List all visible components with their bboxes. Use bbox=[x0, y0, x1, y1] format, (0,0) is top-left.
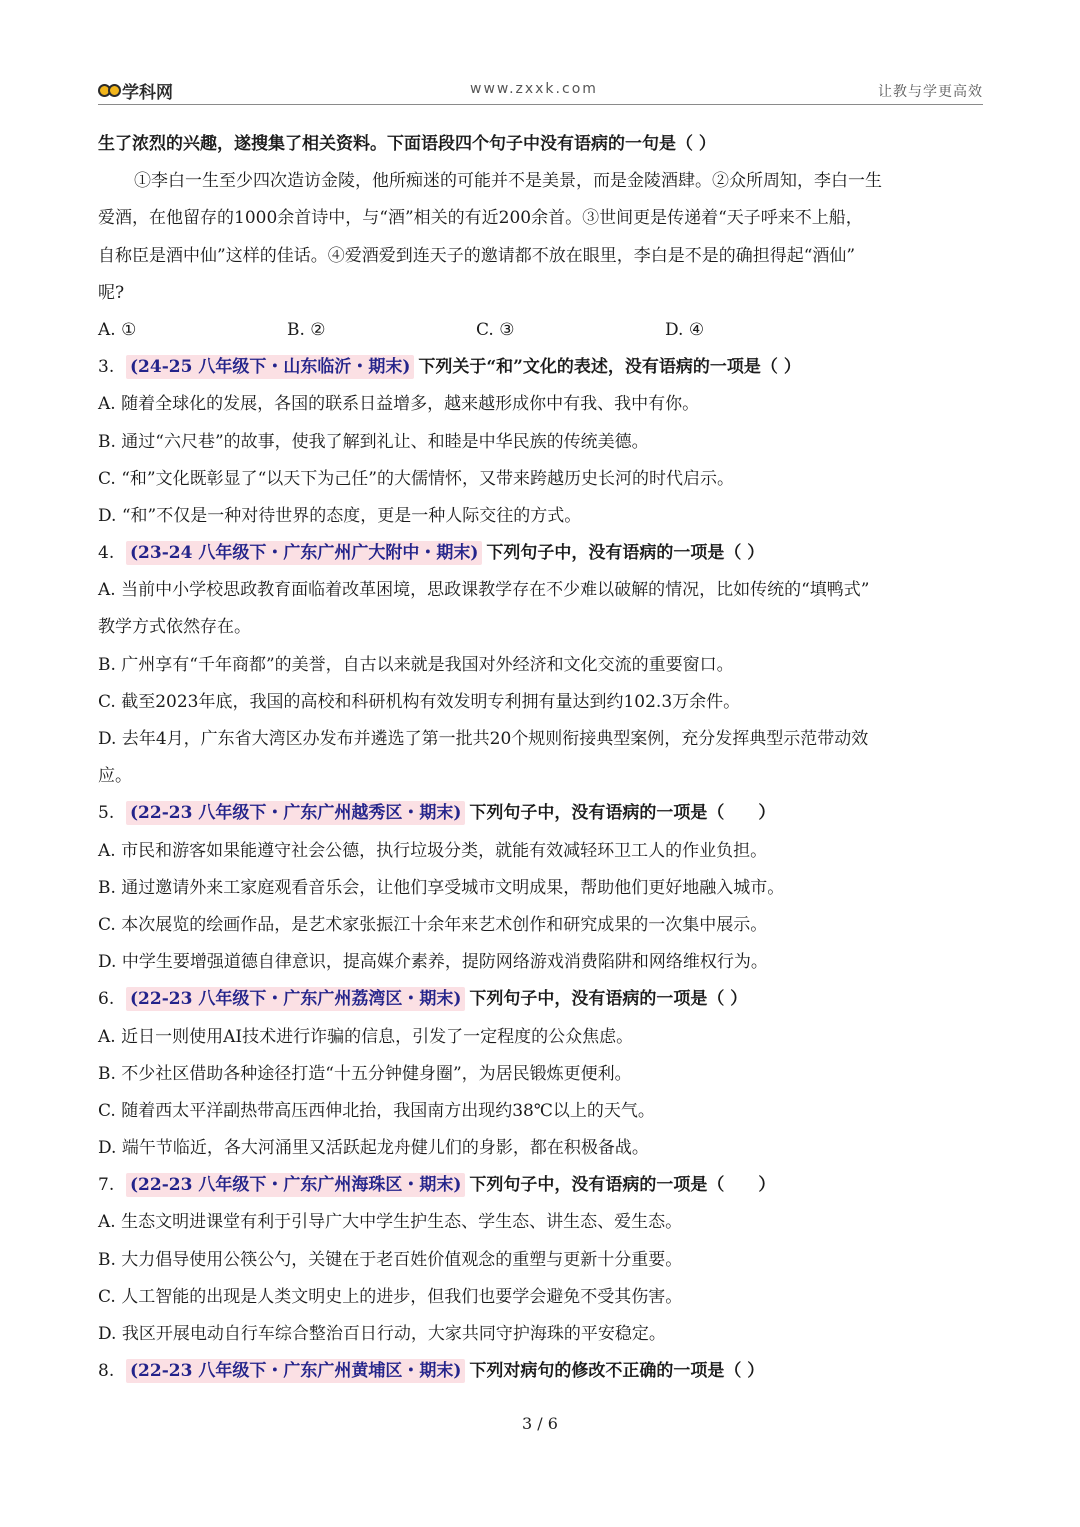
question-text: 下列关于“和”文化的表述，没有语病的一项是（ ） bbox=[418, 357, 801, 378]
source-tag: (22-23 八年级下・广东广州黄埔区・期末) bbox=[126, 1359, 465, 1383]
question-6-stem bbox=[98, 981, 983, 1018]
question-2-stem: 生了浓烈的兴趣，遂搜集了相关资料。下面语段四个句子中没有语病的一句是（ ） bbox=[98, 134, 716, 154]
option-line: C. “和”文化既彰显了“以天下为己任”的大儒情怀，又带来跨越历史长河的时代启示。 bbox=[98, 468, 734, 489]
option-line: A. 生态文明进课堂有利于引导广大中学生护生态、学生态、讲生态、爱生态。 bbox=[98, 1212, 683, 1233]
option-line: B. 通过邀请外来工家庭观看音乐会，让他们享受城市文明成果，帮助他们更好地融入城市。 bbox=[98, 877, 785, 898]
option-line: B. 广州享有“千年商都”的美誉，自古以来就是我国对外经济和文化交流的重要窗口。 bbox=[98, 654, 734, 675]
question-number: 4. bbox=[98, 543, 115, 564]
option-line: 应。 bbox=[98, 766, 132, 787]
option-line: A. 近日一则使用AI技术进行诈骗的信息，引发了一定程度的公众焦虑。 bbox=[98, 1026, 634, 1047]
passage-line: 呢? bbox=[98, 282, 125, 303]
option-line: D. 端午节临近，各大河涌里又活跃起龙舟健儿们的身影，都在积极备战。 bbox=[98, 1138, 649, 1159]
question-number: 8. bbox=[98, 1361, 115, 1382]
question-5-stem bbox=[98, 795, 983, 832]
question-number: 6. bbox=[98, 989, 115, 1010]
option-line: D. 中学生要增强道德自律意识，提高媒介素养，提防网络游戏消费陷阱和网络维权行为。 bbox=[98, 952, 768, 973]
source-tag: (22-23 八年级下・广东广州荔湾区・期末) bbox=[126, 987, 465, 1011]
site-url: www.zxxk.com bbox=[470, 81, 598, 97]
option-a: A. ① bbox=[98, 319, 137, 340]
option-line: D. 去年4月，广东省大湾区办发布并遴选了第一批共20个规则衔接典型案例，充分发挥典型示范带动效 bbox=[98, 729, 869, 749]
question-8-stem bbox=[98, 1353, 983, 1390]
source-tag: (22-23 八年级下・广东广州海珠区・期末) bbox=[126, 1173, 465, 1197]
question-text: 下列句子中，没有语病的一项是（ ） bbox=[469, 1175, 776, 1196]
logo-text: 学科网 bbox=[122, 83, 173, 103]
logo-glasses-icon bbox=[98, 82, 120, 100]
question-text: 下列句子中，没有语病的一项是（ ） bbox=[486, 543, 765, 564]
question-7-stem bbox=[98, 1167, 983, 1204]
option-d: D. ④ bbox=[665, 319, 705, 340]
question-2-options bbox=[98, 312, 983, 349]
option-line: B. 通过“六尺巷”的故事，使我了解到礼让、和睦是中华民族的传统美德。 bbox=[98, 431, 649, 452]
question-3-stem bbox=[98, 349, 983, 386]
option-line: D. 我区开展电动自行车综合整治百日行动，大家共同守护海珠的平安稳定。 bbox=[98, 1324, 666, 1344]
question-text: 下列句子中，没有语病的一项是（ ） bbox=[469, 803, 776, 824]
question-number: 3. bbox=[98, 357, 115, 378]
page-number: 3 / 6 bbox=[522, 1414, 558, 1433]
option-line: B. 大力倡导使用公筷公勺，关键在于老百姓价值观念的重塑与更新十分重要。 bbox=[98, 1249, 683, 1270]
question-4-stem bbox=[98, 535, 983, 572]
option-line: A. 市民和游客如果能遵守社会公德，执行垃圾分类，就能有效减轻环卫工人的作业负担。 bbox=[98, 840, 768, 861]
option-line: C. 随着西太平洋副热带高压西伸北抬，我国南方出现约38℃以上的天气。 bbox=[98, 1100, 655, 1121]
option-line: B. 不少社区借助各种途径打造“十五分钟健身圈”，为居民锻炼更便利。 bbox=[98, 1063, 632, 1084]
question-text: 下列句子中，没有语病的一项是（ ） bbox=[469, 989, 748, 1010]
source-tag: (22-23 八年级下・广东广州越秀区・期末) bbox=[126, 801, 465, 825]
passage-line: ①李白一生至少四次造访金陵，他所痴迷的可能并不是美景，而是金陵酒肆。②众所周知，李白一生 bbox=[134, 171, 882, 192]
option-line: D. “和”不仅是一种对待世界的态度，更是一种人际交往的方式。 bbox=[98, 505, 582, 526]
option-line: C. 本次展览的绘画作品，是艺术家张振江十余年来艺术创作和研究成果的一次集中展示。 bbox=[98, 914, 768, 935]
passage-line: 自称臣是酒中仙”这样的佳话。④爱酒爱到连天子的邀请都不放在眼里，李白是不是的确担得起“酒仙” bbox=[98, 245, 856, 266]
slogan: 让教与学更高效 bbox=[878, 84, 983, 100]
option-line: A. 随着全球化的发展，各国的联系日益增多，越来越形成你中有我、我中有你。 bbox=[98, 394, 700, 415]
question-text: 下列对病句的修改不正确的一项是（ ） bbox=[469, 1361, 765, 1382]
page-header bbox=[98, 74, 983, 105]
question-number: 5. bbox=[98, 803, 115, 824]
option-line: 教学方式依然存在。 bbox=[98, 617, 251, 638]
option-line: A. 当前中小学校思政教育面临着改革困境，思政课教学存在不少难以破解的情况，比如传统的“填鸭式” bbox=[98, 580, 870, 601]
option-c: C. ③ bbox=[476, 319, 515, 340]
option-line: C. 人工智能的出现是人类文明史上的进步，但我们也要学会避免不受其伤害。 bbox=[98, 1286, 683, 1307]
passage-line: 爱酒，在他留存的1000余首诗中，与“酒”相关的有近200余首。③世间更是传递着“天子呼来不上船， bbox=[98, 208, 863, 229]
source-tag: (23-24 八年级下・广东广州广大附中・期末) bbox=[126, 541, 482, 565]
option-line: C. 截至2023年底，我国的高校和科研机构有效发明专利拥有量达到约102.3万余件。 bbox=[98, 691, 741, 712]
document-body bbox=[98, 126, 983, 1390]
question-number: 7. bbox=[98, 1175, 115, 1196]
option-b: B. ② bbox=[287, 319, 326, 340]
site-logo[interactable] bbox=[98, 78, 173, 103]
source-tag: (24-25 八年级下・山东临沂・期末) bbox=[126, 355, 414, 379]
